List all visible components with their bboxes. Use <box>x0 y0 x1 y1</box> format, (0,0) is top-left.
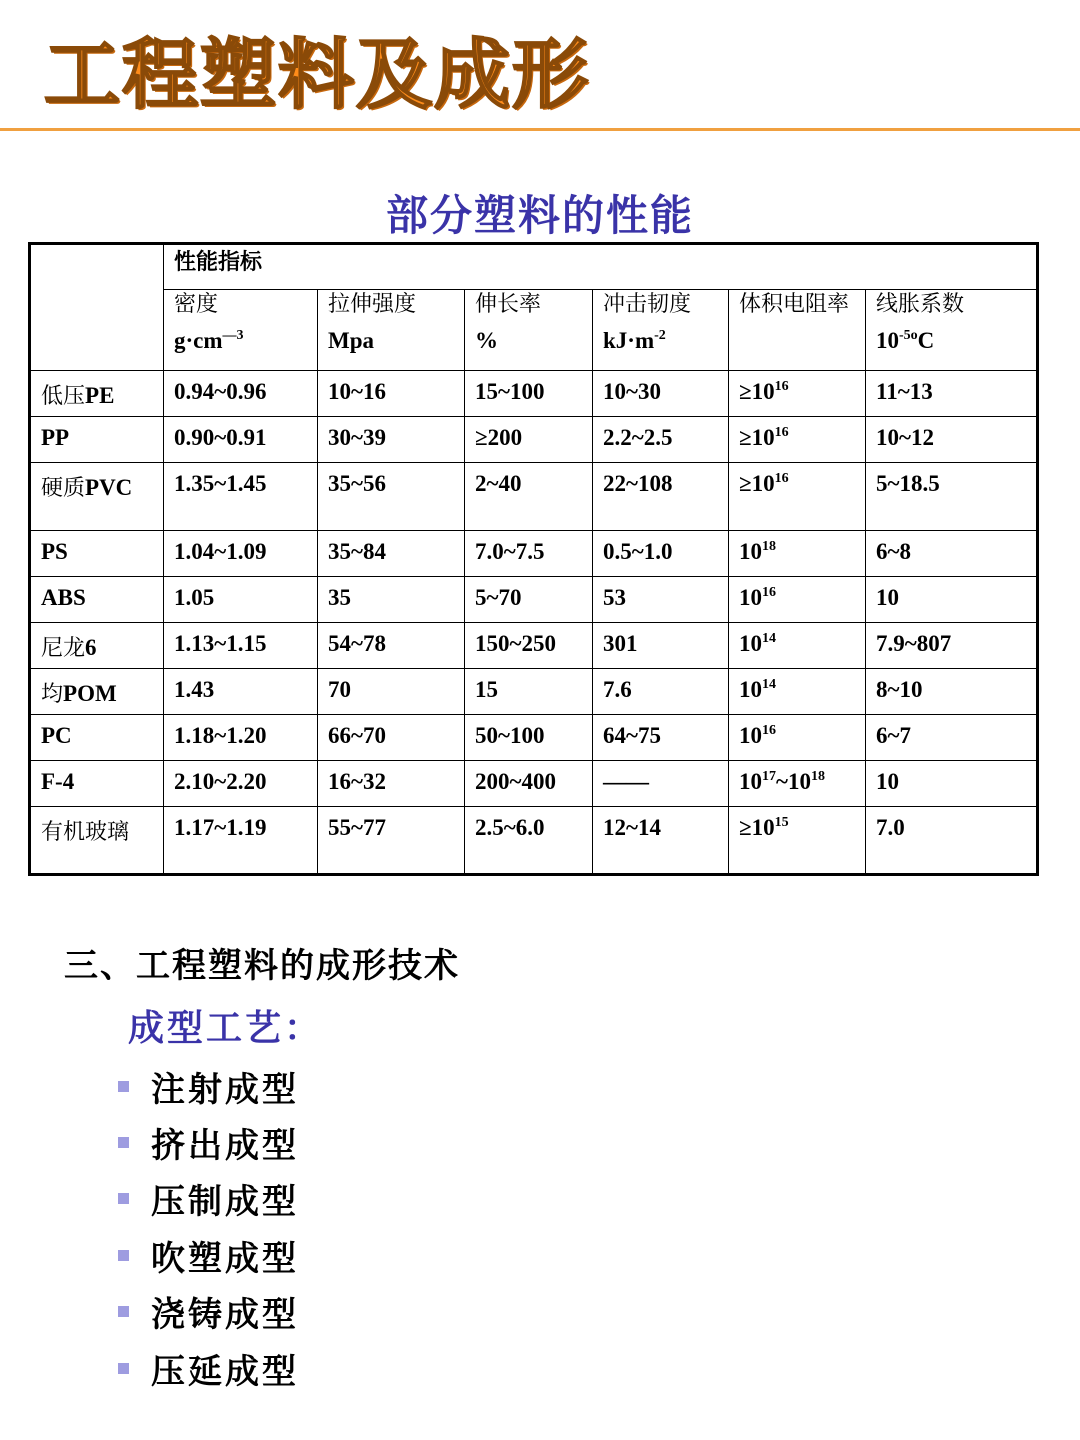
plastics-properties-table <box>28 242 1039 876</box>
material-cell <box>30 577 164 623</box>
density-cell: 2.10~2.20 <box>164 761 318 807</box>
impact-cell: 12~14 <box>593 807 729 875</box>
elongation-cell: 50~100 <box>465 715 593 761</box>
tensile-cell: 66~70 <box>318 715 465 761</box>
material-name-part: 6 <box>85 635 97 660</box>
elongation-cell: 5~70 <box>465 577 593 623</box>
unit-exponent: —3 <box>222 328 244 343</box>
method-label: 浇铸成型 <box>151 1295 299 1336</box>
table-row <box>30 623 1038 669</box>
method-item <box>118 1227 299 1283</box>
expansion-cell: 10 <box>866 577 1038 623</box>
density-cell: 1.05 <box>164 577 318 623</box>
impact-cell: 64~75 <box>593 715 729 761</box>
resistivity-cell: $\ge 10^{16}$ <box>729 371 866 417</box>
corner-header-cell <box>30 244 164 371</box>
column-unit: Mpa <box>328 328 374 353</box>
elongation-cell: 2~40 <box>465 463 593 531</box>
table-caption: 部分塑料的性能 <box>385 191 694 240</box>
density-cell: 1.35~1.45 <box>164 463 318 531</box>
process-methods-list <box>118 1058 299 1396</box>
density-cell: 1.18~1.20 <box>164 715 318 761</box>
column-header <box>729 290 866 371</box>
resistivity-cell: $10^{16}$ <box>729 577 866 623</box>
material-cell <box>30 761 164 807</box>
square-bullet-icon <box>118 1137 129 1148</box>
impact-cell: 7.6 <box>593 669 729 715</box>
expansion-cell: 11~13 <box>866 371 1038 417</box>
density-cell: 1.43 <box>164 669 318 715</box>
column-name: 伸长率 <box>475 292 542 317</box>
resistivity-cell: $10^{16}$ <box>729 715 866 761</box>
method-item <box>118 1340 299 1396</box>
column-header <box>593 290 729 371</box>
expansion-cell: 8~10 <box>866 669 1038 715</box>
density-cell: 0.94~0.96 <box>164 371 318 417</box>
table-row <box>30 463 1038 531</box>
method-item <box>118 1114 299 1170</box>
density-cell: 1.17~1.19 <box>164 807 318 875</box>
material-cell <box>30 463 164 531</box>
elongation-cell: ≥200 <box>465 417 593 463</box>
material-name-part: 尼龙 <box>41 636 86 661</box>
tensile-cell: 35 <box>318 577 465 623</box>
impact-cell: —— <box>593 761 729 807</box>
material-name-part: PVC <box>85 475 133 500</box>
column-unit: $10^{-5o}C$ <box>876 328 935 353</box>
table-row <box>30 531 1038 577</box>
impact-cell: 2.2~2.5 <box>593 417 729 463</box>
method-item <box>118 1058 299 1114</box>
impact-cell: 53 <box>593 577 729 623</box>
material-name-part: F-4 <box>41 769 75 794</box>
density-cell: 1.04~1.09 <box>164 531 318 577</box>
resistivity-exponent: 16 <box>762 723 776 738</box>
tensile-cell: 54~78 <box>318 623 465 669</box>
material-cell <box>30 623 164 669</box>
density-cell: 0.90~0.91 <box>164 417 318 463</box>
tensile-cell: 70 <box>318 669 465 715</box>
material-name-part: 硬质 <box>41 476 86 501</box>
resistivity-cell: $10^{17}\sim 10^{18}$ <box>729 761 866 807</box>
elongation-cell: 7.0~7.5 <box>465 531 593 577</box>
tensile-cell: 10~16 <box>318 371 465 417</box>
elongation-cell: 200~400 <box>465 761 593 807</box>
method-label: 注射成型 <box>151 1069 299 1110</box>
resistivity-exponent: 16 <box>774 379 789 394</box>
resistivity-cell: $\ge 10^{16}$ <box>729 417 866 463</box>
resistivity-exponent: 14 <box>762 677 776 692</box>
group-header: 性能指标 <box>164 244 1038 290</box>
impact-cell: 10~30 <box>593 371 729 417</box>
material-cell <box>30 371 164 417</box>
material-name-part: 低压 <box>41 384 86 409</box>
unit-exponent: -2 <box>654 328 666 343</box>
material-cell <box>30 417 164 463</box>
resistivity-exponent: 16 <box>774 471 789 486</box>
column-name: 体积电阻率 <box>739 292 850 317</box>
material-cell <box>30 669 164 715</box>
impact-cell: 301 <box>593 623 729 669</box>
elongation-cell: 15~100 <box>465 371 593 417</box>
column-header <box>866 290 1038 371</box>
process-subheading: 成型工艺： <box>128 1007 324 1049</box>
material-cell <box>30 807 164 875</box>
elongation-cell: 150~250 <box>465 623 593 669</box>
table-row <box>30 371 1038 417</box>
square-bullet-icon <box>118 1250 129 1261</box>
column-name: 拉伸强度 <box>328 292 417 317</box>
section-heading: 三、工程塑料的成形技术 <box>64 946 460 986</box>
tensile-cell: 16~32 <box>318 761 465 807</box>
square-bullet-icon <box>118 1306 129 1317</box>
material-name-part: POM <box>63 681 117 706</box>
impact-cell: 22~108 <box>593 463 729 531</box>
resistivity-exponent: 16 <box>774 425 789 440</box>
material-name-part: PC <box>41 723 72 748</box>
expansion-cell: 7.9~807 <box>866 623 1038 669</box>
resistivity-cell: $10^{14}$ <box>729 623 866 669</box>
material-name-part: PP <box>41 425 70 450</box>
table-row <box>30 761 1038 807</box>
resistivity-cell: $10^{14}$ <box>729 669 866 715</box>
resistivity-cell: $\ge 10^{15}$ <box>729 807 866 875</box>
column-unit: % <box>475 328 498 353</box>
elongation-cell: 2.5~6.0 <box>465 807 593 875</box>
column-unit: $kJ\cdot m^{-2}$ <box>603 328 666 353</box>
resistivity-exponent: 18 <box>762 539 776 554</box>
expansion-cell: 10 <box>866 761 1038 807</box>
material-name-part: ABS <box>41 585 86 610</box>
table-row <box>30 669 1038 715</box>
table-row <box>30 417 1038 463</box>
resistivity-exponent: 16 <box>762 585 776 600</box>
expansion-cell: 7.0 <box>866 807 1038 875</box>
expansion-cell: 6~8 <box>866 531 1038 577</box>
page-title: 工程塑料及成形 <box>44 30 590 119</box>
elongation-cell: 15 <box>465 669 593 715</box>
resistivity-cell: $10^{18}$ <box>729 531 866 577</box>
column-header <box>164 290 318 371</box>
method-label: 压延成型 <box>151 1351 299 1392</box>
expansion-cell: 6~7 <box>866 715 1038 761</box>
unit-exponent: -5o <box>899 328 918 343</box>
table-row <box>30 715 1038 761</box>
method-label: 吹塑成型 <box>151 1238 299 1279</box>
square-bullet-icon <box>118 1193 129 1204</box>
column-header <box>465 290 593 371</box>
material-name-part: 有机玻璃 <box>41 820 130 845</box>
resistivity-exponent: 14 <box>762 631 776 646</box>
tensile-cell: 30~39 <box>318 417 465 463</box>
resistivity-exponent: 17 <box>762 769 776 784</box>
column-header <box>318 290 465 371</box>
material-cell <box>30 531 164 577</box>
table-row <box>30 807 1038 875</box>
method-label: 压制成型 <box>151 1182 299 1223</box>
method-label: 挤出成型 <box>151 1126 299 1167</box>
method-item <box>118 1284 299 1340</box>
tensile-cell: 35~84 <box>318 531 465 577</box>
method-item <box>118 1171 299 1227</box>
resistivity-cell: $\ge 10^{16}$ <box>729 463 866 531</box>
material-cell <box>30 715 164 761</box>
resistivity-exponent: 15 <box>774 815 789 830</box>
material-name-part: 均 <box>41 682 64 707</box>
material-name-part: PE <box>85 383 115 408</box>
expansion-cell: 10~12 <box>866 417 1038 463</box>
impact-cell: 0.5~1.0 <box>593 531 729 577</box>
tensile-cell: 55~77 <box>318 807 465 875</box>
square-bullet-icon <box>118 1363 129 1374</box>
expansion-cell: 5~18.5 <box>866 463 1038 531</box>
column-name: 密度 <box>174 292 219 317</box>
title-divider <box>0 128 1080 131</box>
resistivity-exponent: 18 <box>810 769 825 784</box>
column-name: 线胀系数 <box>876 292 965 317</box>
square-bullet-icon <box>118 1081 129 1092</box>
column-name: 冲击韧度 <box>603 292 692 317</box>
column-unit: $g\cdot cm^{—3}$ <box>174 328 244 353</box>
table-row <box>30 577 1038 623</box>
density-cell: 1.13~1.15 <box>164 623 318 669</box>
tensile-cell: 35~56 <box>318 463 465 531</box>
material-name-part: PS <box>41 539 68 564</box>
